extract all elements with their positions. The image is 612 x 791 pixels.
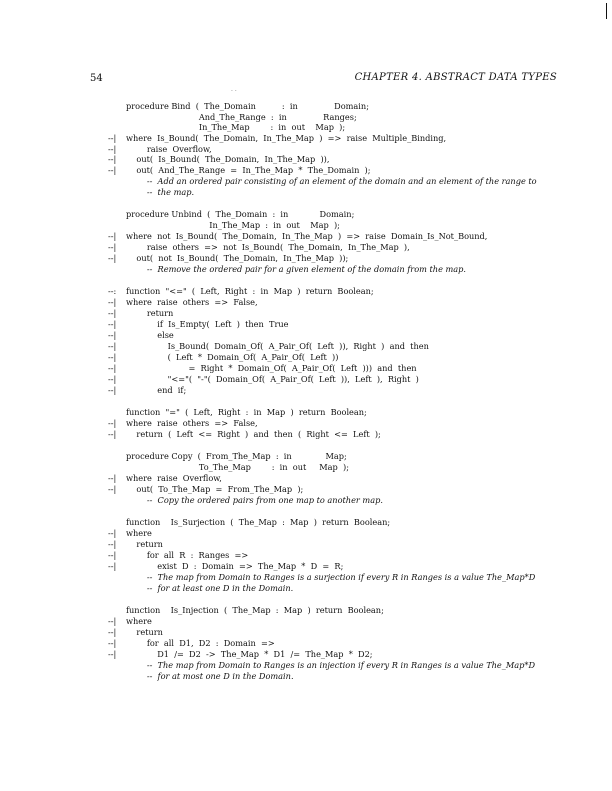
code-line: [0, 253, 612, 264]
code-line: [0, 616, 612, 627]
annotation-marker: --|: [108, 133, 117, 143]
code-line: [0, 517, 612, 528]
code-comment: -- The map from Domain to Ranges is an injection if every R in Ranges is a value The_Map*D: [126, 660, 536, 670]
code-line: [0, 231, 612, 242]
code-line: [0, 220, 612, 231]
code-text: out( And_The_Range = In_The_Map * The_Domain );: [126, 165, 371, 175]
code-line: [0, 572, 612, 583]
annotation-marker: --|: [108, 363, 117, 373]
code-text: function Is_Injection ( The_Map : Map ) return Boolean;: [126, 605, 384, 615]
code-text: exist D : Domain => The_Map * D = R;: [126, 561, 344, 571]
annotation-marker: --|: [108, 154, 117, 164]
code-line: [0, 154, 612, 165]
annotation-marker: --:: [108, 286, 117, 296]
code-text: where: [126, 616, 152, 626]
annotation-marker: --|: [108, 561, 117, 571]
annotation-marker: --|: [108, 231, 117, 241]
code-line: [0, 638, 612, 649]
code-comment: -- Copy the ordered pairs from one map to another map.: [126, 495, 383, 505]
code-comment: -- for at least one D in the Domain.: [126, 583, 294, 593]
code-comment: -- for at most one D in the Domain.: [126, 671, 294, 681]
code-line: [0, 286, 612, 297]
code-line: [0, 473, 612, 484]
code-text: for all R : Ranges =>: [126, 550, 249, 560]
scan-artifact: · ·: [231, 88, 237, 95]
code-line: [0, 101, 612, 112]
code-text: where raise Overflow,: [126, 473, 222, 483]
code-comment: -- the map.: [126, 187, 195, 197]
running-header: CHAPTER 4. ABSTRACT DATA TYPES: [354, 72, 557, 83]
annotation-marker: --|: [108, 374, 117, 384]
annotation-marker: --|: [108, 649, 117, 659]
code-text: And_The_Range : in Ranges;: [126, 112, 357, 122]
code-line: [0, 550, 612, 561]
code-line: [0, 264, 612, 275]
code-text: function "=" ( Left, Right : in Map ) return Boolean;: [126, 407, 367, 417]
code-line: [0, 418, 612, 429]
annotation-marker: --|: [108, 144, 117, 154]
annotation-marker: --|: [108, 473, 117, 483]
code-line: [0, 462, 612, 473]
code-comment: -- Remove the ordered pair for a given element of the domain from the map.: [126, 264, 467, 274]
code-line: [0, 308, 612, 319]
annotation-marker: --|: [108, 385, 117, 395]
code-text: return: [126, 539, 163, 549]
code-text: In_The_Map : in out Map );: [126, 220, 340, 230]
code-line: [0, 176, 612, 187]
code-line: [0, 495, 612, 506]
annotation-marker: --|: [108, 308, 117, 318]
code-text: Is_Bound( Domain_Of( A_Pair_Of( Left )), Right ) and then: [126, 341, 429, 351]
code-text: return ( Left <= Right ) and then ( Right <= Left );: [126, 429, 381, 439]
code-line: [0, 122, 612, 133]
annotation-marker: --|: [108, 242, 117, 252]
code-text: In_The_Map : in out Map );: [126, 122, 346, 132]
code-line: [0, 319, 612, 330]
code-text: procedure Bind ( The_Domain : in Domain;: [126, 101, 369, 111]
annotation-marker: --|: [108, 418, 117, 428]
code-line: [0, 165, 612, 176]
annotation-marker: --|: [108, 638, 117, 648]
code-line: [0, 242, 612, 253]
annotation-marker: --|: [108, 429, 117, 439]
code-text: out( To_The_Map = From_The_Map );: [126, 484, 304, 494]
annotation-marker: --|: [108, 550, 117, 560]
code-line: [0, 385, 612, 396]
annotation-marker: --|: [108, 330, 117, 340]
annotation-marker: --|: [108, 341, 117, 351]
code-text: function "<=" ( Left, Right : in Map ) return Boolean;: [126, 286, 374, 296]
code-line: [0, 649, 612, 660]
code-comment: -- Add an ordered pair consisting of an element of the domain and an element of the range to: [126, 176, 537, 186]
code-text: raise others => not Is_Bound( The_Domain, In_The_Map ),: [126, 242, 410, 252]
code-text: function Is_Surjection ( The_Map : Map ) return Boolean;: [126, 517, 391, 527]
code-text: raise Overflow,: [126, 144, 212, 154]
annotation-marker: --|: [108, 319, 117, 329]
code-line: [0, 528, 612, 539]
annotation-marker: --|: [108, 352, 117, 362]
code-line: [0, 297, 612, 308]
code-line: [0, 539, 612, 550]
code-comment: -- The map from Domain to Ranges is a surjection if every R in Ranges is a value The_Map*D: [126, 572, 536, 582]
code-text: return: [126, 627, 163, 637]
annotation-marker: --|: [108, 253, 117, 263]
annotation-marker: --|: [108, 616, 117, 626]
code-line: [0, 187, 612, 198]
code-line: [0, 660, 612, 671]
code-text: where Is_Bound( The_Domain, In_The_Map ) => raise Multiple_Binding,: [126, 133, 447, 143]
page-number: 54: [90, 73, 103, 84]
code-text: "<="( "-"( Domain_Of( A_Pair_Of( Left )), Left ), Right ): [126, 374, 419, 384]
code-line: [0, 484, 612, 495]
annotation-marker: --|: [108, 539, 117, 549]
code-line: [0, 429, 612, 440]
code-text: where not Is_Bound( The_Domain, In_The_Map ) => raise Domain_Is_Not_Bound,: [126, 231, 488, 241]
code-text: To_The_Map : in out Map );: [126, 462, 349, 472]
code-text: procedure Copy ( From_The_Map : in Map;: [126, 451, 347, 461]
annotation-marker: --|: [108, 297, 117, 307]
code-line: [0, 352, 612, 363]
code-text: for all D1, D2 : Domain =>: [126, 638, 275, 648]
code-text: return: [126, 308, 174, 318]
code-text: if Is_Empty( Left ) then True: [126, 319, 289, 329]
code-text: D1 /= D2 -> The_Map * D1 /= The_Map * D2;: [126, 649, 373, 659]
annotation-marker: --|: [108, 484, 117, 494]
code-line: [0, 627, 612, 638]
code-line: [0, 363, 612, 374]
code-line: [0, 330, 612, 341]
code-line: [0, 605, 612, 616]
code-line: [0, 374, 612, 385]
code-line: [0, 133, 612, 144]
code-line: [0, 671, 612, 682]
code-text: where raise others => False,: [126, 297, 258, 307]
code-text: end if;: [126, 385, 187, 395]
annotation-marker: --|: [108, 165, 117, 175]
code-text: out( Is_Bound( The_Domain, In_The_Map )),: [126, 154, 330, 164]
annotation-marker: --|: [108, 528, 117, 538]
code-text: where raise others => False,: [126, 418, 258, 428]
code-line: [0, 341, 612, 352]
code-line: [0, 451, 612, 462]
code-text: else: [126, 330, 174, 340]
code-line: [0, 561, 612, 572]
code-line: [0, 209, 612, 220]
code-text: out( not Is_Bound( The_Domain, In_The_Map ));: [126, 253, 349, 263]
code-line: [0, 583, 612, 594]
code-text: procedure Unbind ( The_Domain : in Domain;: [126, 209, 355, 219]
code-line: [0, 407, 612, 418]
code-text: = Right * Domain_Of( A_Pair_Of( Left ))) and then: [126, 363, 417, 373]
annotation-marker: --|: [108, 627, 117, 637]
code-text: where: [126, 528, 152, 538]
code-text: ( Left * Domain_Of( A_Pair_Of( Left )): [126, 352, 339, 362]
page-edge-mark: [606, 3, 607, 19]
